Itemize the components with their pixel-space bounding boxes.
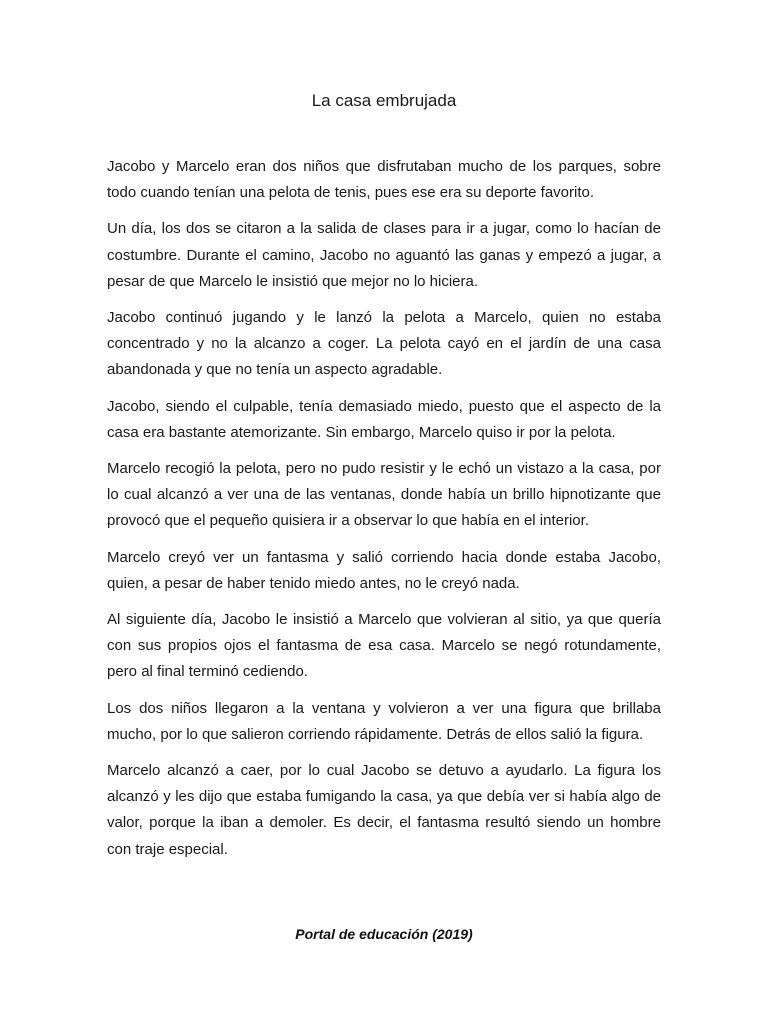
story-paragraph: Jacobo continuó jugando y le lanzó la pelota a Marcelo, quien no estaba concentrado y no la alcanzo a coger. La pelota cayó en el jardín de una casa abandonada y que no tenía un aspecto agradable. — [107, 309, 661, 379]
story-body — [107, 154, 661, 873]
story-paragraph: Jacobo y Marcelo eran dos niños que disfrutaban mucho de los parques, sobre todo cuando tenían una pelota de tenis, pues ese era su deporte favorito. — [107, 158, 661, 202]
story-paragraph: Jacobo, siendo el culpable, tenía demasiado miedo, puesto que el aspecto de la casa era bastante atemorizante. Sin embargo, Marcelo quiso ir por la pelota. — [107, 397, 661, 441]
story-paragraph: Marcelo recogió la pelota, pero no pudo resistir y le echó un vistazo a la casa, por lo cual alcanzó a ver una de las ventanas, donde había un brillo hipnotizante que provocó que el pequeño quisiera ir a observar lo que había en el interior. — [107, 460, 661, 530]
story-paragraph: Al siguiente día, Jacobo le insistió a Marcelo que volvieran al sitio, ya que quería con sus propios ojos el fantasma de esa casa. Marcelo se negó rotundamente, pero al final terminó cediendo. — [107, 611, 661, 681]
story-paragraph: Un día, los dos se citaron a la salida de clases para ir a jugar, como lo hacían de costumbre. Durante el camino, Jacobo no aguantó las ganas y empezó a jugar, a pesar de que Marcelo le insistió que mejor no lo hiciera. — [107, 220, 661, 290]
source-citation: Portal de educación (2019) — [295, 926, 473, 942]
document-title: La casa embrujada — [311, 91, 457, 110]
story-paragraph: Marcelo alcanzó a caer, por lo cual Jacobo se detuvo a ayudarlo. La figura los alcanzó y les dijo que estaba fumigando la casa, ya que debía ver si había algo de valor, porque la iban a demoler. Es decir, el fantasma resultó siendo un hombre con traje especial. — [107, 762, 661, 858]
story-paragraph: Los dos niños llegaron a la ventana y volvieron a ver una figura que brillaba mucho, por lo que salieron corriendo rápidamente. Detrás de ellos salió la figura. — [107, 699, 661, 743]
story-paragraph: Marcelo creyó ver un fantasma y salió corriendo hacia donde estaba Jacobo, quien, a pesar de haber tenido miedo antes, no le creyó nada. — [107, 548, 661, 592]
